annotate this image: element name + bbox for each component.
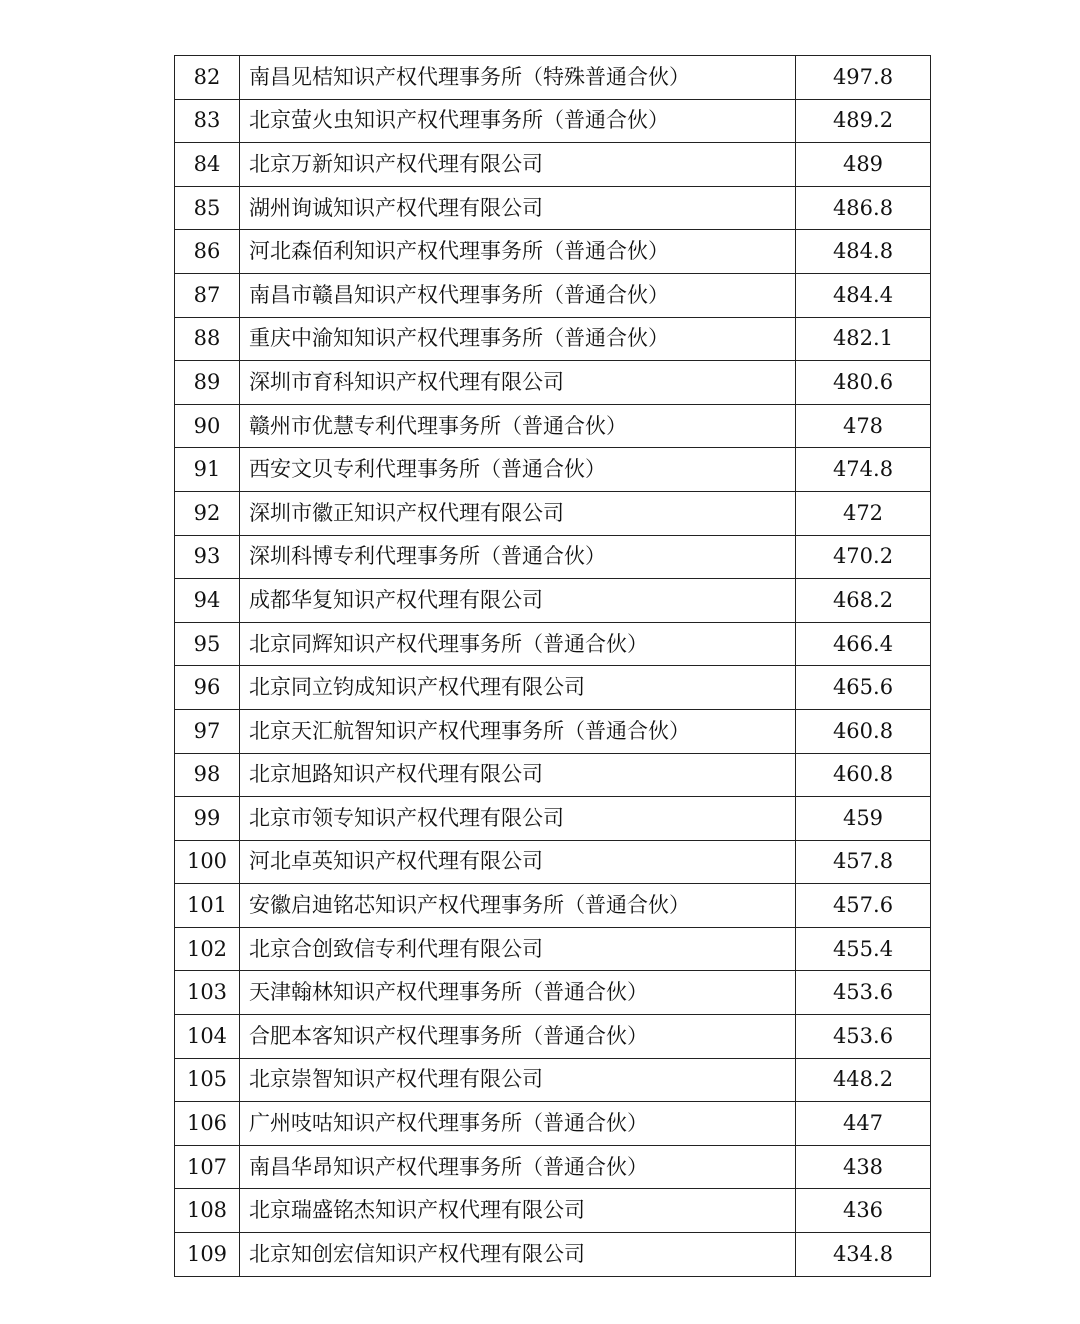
rank-cell: 98 xyxy=(175,753,240,797)
rank-cell: 95 xyxy=(175,622,240,666)
table-row xyxy=(175,404,931,448)
table-row xyxy=(175,535,931,579)
score-cell: 447 xyxy=(796,1102,931,1146)
rank-cell: 92 xyxy=(175,491,240,535)
table-body xyxy=(175,56,931,1277)
rank-cell: 105 xyxy=(175,1058,240,1102)
agency-name-cell: 北京知创宏信知识产权代理有限公司 xyxy=(240,1233,796,1277)
rank-cell: 104 xyxy=(175,1015,240,1059)
rank-cell: 84 xyxy=(175,143,240,187)
rank-cell: 108 xyxy=(175,1189,240,1233)
rank-cell: 97 xyxy=(175,709,240,753)
agency-name-cell: 北京萤火虫知识产权代理事务所（普通合伙） xyxy=(240,99,796,143)
score-cell: 480.6 xyxy=(796,361,931,405)
agency-name-cell: 赣州市优慧专利代理事务所（普通合伙） xyxy=(240,404,796,448)
rank-cell: 99 xyxy=(175,797,240,841)
rank-cell: 90 xyxy=(175,404,240,448)
score-cell: 460.8 xyxy=(796,753,931,797)
score-cell: 489.2 xyxy=(796,99,931,143)
agency-name-cell: 北京合创致信专利代理有限公司 xyxy=(240,927,796,971)
agency-name-cell: 河北森佰利知识产权代理事务所（普通合伙） xyxy=(240,230,796,274)
rank-cell: 100 xyxy=(175,840,240,884)
rank-cell: 85 xyxy=(175,186,240,230)
score-cell: 482.1 xyxy=(796,317,931,361)
table-row xyxy=(175,1189,931,1233)
table-row xyxy=(175,99,931,143)
agency-name-cell: 南昌华昂知识产权代理事务所（普通合伙） xyxy=(240,1145,796,1189)
rank-cell: 82 xyxy=(175,56,240,100)
score-cell: 434.8 xyxy=(796,1233,931,1277)
table-row xyxy=(175,56,931,100)
table-row xyxy=(175,927,931,971)
score-cell: 466.4 xyxy=(796,622,931,666)
table-row xyxy=(175,840,931,884)
rank-cell: 83 xyxy=(175,99,240,143)
table-row xyxy=(175,666,931,710)
table-row xyxy=(175,186,931,230)
agency-name-cell: 重庆中渝知知识产权代理事务所（普通合伙） xyxy=(240,317,796,361)
table-row xyxy=(175,579,931,623)
rank-cell: 109 xyxy=(175,1233,240,1277)
agency-name-cell: 北京崇智知识产权代理有限公司 xyxy=(240,1058,796,1102)
table-row xyxy=(175,1058,931,1102)
rank-cell: 86 xyxy=(175,230,240,274)
table-row xyxy=(175,1015,931,1059)
rank-cell: 93 xyxy=(175,535,240,579)
agency-name-cell: 成都华复知识产权代理有限公司 xyxy=(240,579,796,623)
score-cell: 468.2 xyxy=(796,579,931,623)
table-row xyxy=(175,448,931,492)
agency-name-cell: 北京天汇航智知识产权代理事务所（普通合伙） xyxy=(240,709,796,753)
table-row xyxy=(175,230,931,274)
score-cell: 460.8 xyxy=(796,709,931,753)
agency-name-cell: 深圳市育科知识产权代理有限公司 xyxy=(240,361,796,405)
score-cell: 457.6 xyxy=(796,884,931,928)
rank-cell: 101 xyxy=(175,884,240,928)
score-cell: 438 xyxy=(796,1145,931,1189)
table-row xyxy=(175,1102,931,1146)
table-row xyxy=(175,622,931,666)
agency-name-cell: 北京市领专知识产权代理有限公司 xyxy=(240,797,796,841)
agency-name-cell: 北京万新知识产权代理有限公司 xyxy=(240,143,796,187)
table-row xyxy=(175,491,931,535)
ranking-table xyxy=(174,55,931,1277)
score-cell: 472 xyxy=(796,491,931,535)
table-row xyxy=(175,753,931,797)
table-row xyxy=(175,709,931,753)
score-cell: 486.8 xyxy=(796,186,931,230)
score-cell: 453.6 xyxy=(796,1015,931,1059)
score-cell: 497.8 xyxy=(796,56,931,100)
rank-cell: 88 xyxy=(175,317,240,361)
rank-cell: 89 xyxy=(175,361,240,405)
agency-name-cell: 北京旭路知识产权代理有限公司 xyxy=(240,753,796,797)
agency-name-cell: 南昌见桔知识产权代理事务所（特殊普通合伙） xyxy=(240,56,796,100)
rank-cell: 96 xyxy=(175,666,240,710)
agency-name-cell: 深圳科博专利代理事务所（普通合伙） xyxy=(240,535,796,579)
rank-cell: 94 xyxy=(175,579,240,623)
rank-cell: 91 xyxy=(175,448,240,492)
agency-name-cell: 西安文贝专利代理事务所（普通合伙） xyxy=(240,448,796,492)
agency-name-cell: 深圳市徽正知识产权代理有限公司 xyxy=(240,491,796,535)
agency-name-cell: 北京同辉知识产权代理事务所（普通合伙） xyxy=(240,622,796,666)
agency-name-cell: 广州吱咕知识产权代理事务所（普通合伙） xyxy=(240,1102,796,1146)
score-cell: 455.4 xyxy=(796,927,931,971)
score-cell: 453.6 xyxy=(796,971,931,1015)
score-cell: 489 xyxy=(796,143,931,187)
score-cell: 484.8 xyxy=(796,230,931,274)
table-row xyxy=(175,317,931,361)
rank-cell: 106 xyxy=(175,1102,240,1146)
score-cell: 459 xyxy=(796,797,931,841)
score-cell: 436 xyxy=(796,1189,931,1233)
score-cell: 484.4 xyxy=(796,273,931,317)
rank-cell: 103 xyxy=(175,971,240,1015)
agency-name-cell: 北京同立钧成知识产权代理有限公司 xyxy=(240,666,796,710)
agency-name-cell: 合肥本客知识产权代理事务所（普通合伙） xyxy=(240,1015,796,1059)
score-cell: 470.2 xyxy=(796,535,931,579)
table-row xyxy=(175,884,931,928)
table-row xyxy=(175,361,931,405)
rank-cell: 102 xyxy=(175,927,240,971)
table-row xyxy=(175,1233,931,1277)
rank-cell: 107 xyxy=(175,1145,240,1189)
table-row xyxy=(175,143,931,187)
agency-name-cell: 南昌市赣昌知识产权代理事务所（普通合伙） xyxy=(240,273,796,317)
agency-name-cell: 河北卓英知识产权代理有限公司 xyxy=(240,840,796,884)
agency-name-cell: 天津翰林知识产权代理事务所（普通合伙） xyxy=(240,971,796,1015)
score-cell: 478 xyxy=(796,404,931,448)
table-row xyxy=(175,1145,931,1189)
score-cell: 465.6 xyxy=(796,666,931,710)
score-cell: 457.8 xyxy=(796,840,931,884)
rank-cell: 87 xyxy=(175,273,240,317)
agency-name-cell: 北京瑞盛铭杰知识产权代理有限公司 xyxy=(240,1189,796,1233)
score-cell: 474.8 xyxy=(796,448,931,492)
table-row xyxy=(175,797,931,841)
table-row xyxy=(175,273,931,317)
score-cell: 448.2 xyxy=(796,1058,931,1102)
table-row xyxy=(175,971,931,1015)
agency-name-cell: 安徽启迪铭芯知识产权代理事务所（普通合伙） xyxy=(240,884,796,928)
agency-name-cell: 湖州询诚知识产权代理有限公司 xyxy=(240,186,796,230)
